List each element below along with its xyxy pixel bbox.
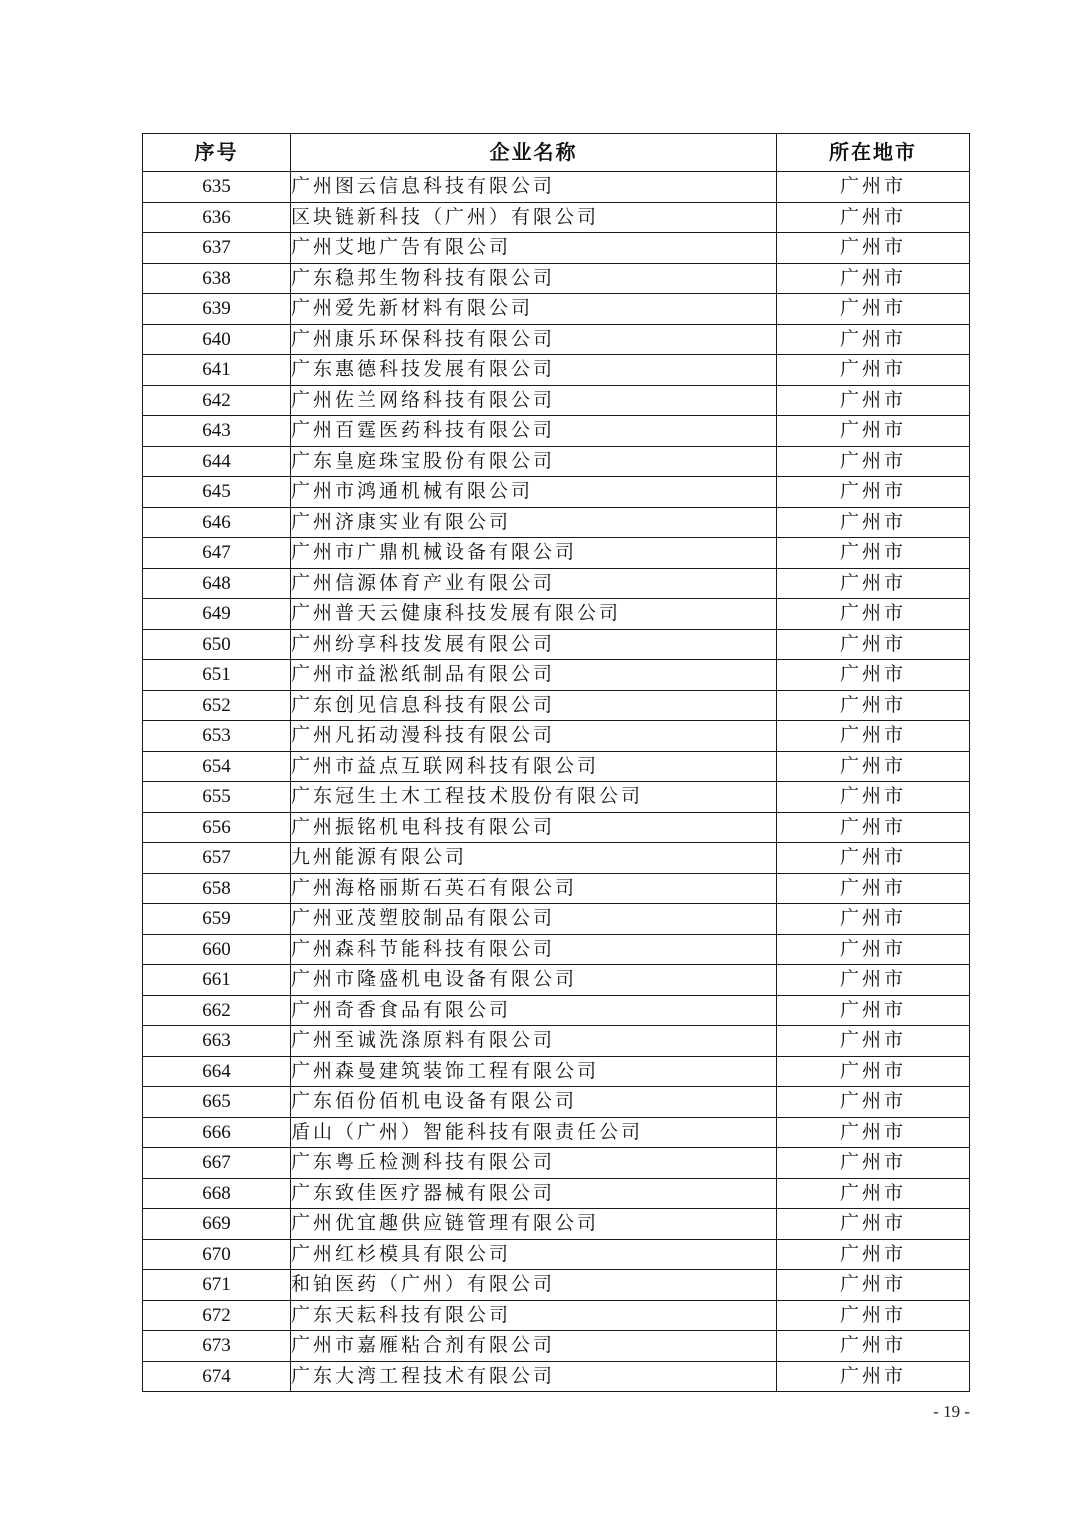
table-row: [143, 965, 970, 996]
page-number: - 19 -: [933, 1402, 970, 1421]
table-row: [143, 1178, 970, 1209]
table-row: [143, 812, 970, 843]
company-city: 广州市: [777, 477, 970, 508]
company-name: 广州图云信息科技有限公司: [291, 172, 777, 203]
company-city: 广州市: [777, 385, 970, 416]
company-name: 区块链新科技（广州）有限公司: [291, 202, 777, 233]
row-number: 648: [143, 568, 291, 599]
company-city: 广州市: [777, 1026, 970, 1057]
table-row: [143, 477, 970, 508]
table-row: [143, 294, 970, 325]
company-name: 和铂医药（广州）有限公司: [291, 1270, 777, 1301]
table-body: [143, 172, 970, 1392]
row-number: 660: [143, 934, 291, 965]
table-row: [143, 1361, 970, 1392]
table-row: [143, 873, 970, 904]
table-row: [143, 202, 970, 233]
table-row: [143, 233, 970, 264]
table-header-row: [143, 134, 970, 172]
company-city: 广州市: [777, 629, 970, 660]
row-number: 664: [143, 1056, 291, 1087]
company-name: 广州市益点互联网科技有限公司: [291, 751, 777, 782]
row-number: 671: [143, 1270, 291, 1301]
table-row: [143, 934, 970, 965]
table-row: [143, 660, 970, 691]
row-number: 639: [143, 294, 291, 325]
table-row: [143, 1239, 970, 1270]
company-name: 九州能源有限公司: [291, 843, 777, 874]
row-number: 658: [143, 873, 291, 904]
row-number: 673: [143, 1331, 291, 1362]
row-number: 661: [143, 965, 291, 996]
table-row: [143, 1117, 970, 1148]
company-city: 广州市: [777, 1270, 970, 1301]
company-city: 广州市: [777, 934, 970, 965]
company-city: 广州市: [777, 1148, 970, 1179]
company-name: 广东佰份佰机电设备有限公司: [291, 1087, 777, 1118]
row-number: 641: [143, 355, 291, 386]
company-name: 广州红杉模具有限公司: [291, 1239, 777, 1270]
row-number: 656: [143, 812, 291, 843]
table-row: [143, 355, 970, 386]
row-number: 644: [143, 446, 291, 477]
row-number: 669: [143, 1209, 291, 1240]
company-name: 广州市广鼎机械设备有限公司: [291, 538, 777, 569]
row-number: 636: [143, 202, 291, 233]
company-name: 广州优宜趣供应链管理有限公司: [291, 1209, 777, 1240]
company-city: 广州市: [777, 507, 970, 538]
row-number: 649: [143, 599, 291, 630]
row-number: 672: [143, 1300, 291, 1331]
company-name: 广州信源体育产业有限公司: [291, 568, 777, 599]
company-name: 广州凡拓动漫科技有限公司: [291, 721, 777, 752]
row-number: 638: [143, 263, 291, 294]
table-row: [143, 629, 970, 660]
row-number: 653: [143, 721, 291, 752]
header-company-name: 企业名称: [291, 134, 777, 172]
table-row: [143, 995, 970, 1026]
company-name: 广州至诚洗涤原料有限公司: [291, 1026, 777, 1057]
company-city: 广州市: [777, 751, 970, 782]
company-city: 广州市: [777, 446, 970, 477]
table-row: [143, 568, 970, 599]
company-city: 广州市: [777, 263, 970, 294]
company-city: 广州市: [777, 782, 970, 813]
company-name: 广州市益淞纸制品有限公司: [291, 660, 777, 691]
company-name: 广州爱先新材料有限公司: [291, 294, 777, 325]
row-number: 663: [143, 1026, 291, 1057]
table-row: [143, 843, 970, 874]
row-number: 647: [143, 538, 291, 569]
company-city: 广州市: [777, 416, 970, 447]
row-number: 655: [143, 782, 291, 813]
company-name: 广州百霆医药科技有限公司: [291, 416, 777, 447]
row-number: 642: [143, 385, 291, 416]
company-name: 广东天耘科技有限公司: [291, 1300, 777, 1331]
company-name: 广州市隆盛机电设备有限公司: [291, 965, 777, 996]
table-row: [143, 1300, 970, 1331]
company-city: 广州市: [777, 355, 970, 386]
company-city: 广州市: [777, 324, 970, 355]
table-row: [143, 324, 970, 355]
table-row: [143, 1270, 970, 1301]
table-row: [143, 721, 970, 752]
company-list-table: [142, 133, 970, 1392]
company-city: 广州市: [777, 568, 970, 599]
company-city: 广州市: [777, 1361, 970, 1392]
company-city: 广州市: [777, 1239, 970, 1270]
table-row: [143, 385, 970, 416]
company-name: 广州艾地广告有限公司: [291, 233, 777, 264]
company-name: 广东皇庭珠宝股份有限公司: [291, 446, 777, 477]
company-name: 广州纷享科技发展有限公司: [291, 629, 777, 660]
header-city: 所在地市: [777, 134, 970, 172]
table-row: [143, 904, 970, 935]
company-name: 广东惠德科技发展有限公司: [291, 355, 777, 386]
company-city: 广州市: [777, 904, 970, 935]
company-city: 广州市: [777, 660, 970, 691]
company-city: 广州市: [777, 812, 970, 843]
company-city: 广州市: [777, 202, 970, 233]
table-row: [143, 1148, 970, 1179]
company-city: 广州市: [777, 599, 970, 630]
row-number: 666: [143, 1117, 291, 1148]
company-name: 广东创见信息科技有限公司: [291, 690, 777, 721]
row-number: 652: [143, 690, 291, 721]
company-name: 广州森曼建筑装饰工程有限公司: [291, 1056, 777, 1087]
row-number: 662: [143, 995, 291, 1026]
company-name: 广州市嘉雁粘合剂有限公司: [291, 1331, 777, 1362]
company-city: 广州市: [777, 1087, 970, 1118]
company-name: 广州奇香食品有限公司: [291, 995, 777, 1026]
table-row: [143, 446, 970, 477]
company-name: 广东稳邦生物科技有限公司: [291, 263, 777, 294]
company-city: 广州市: [777, 1117, 970, 1148]
company-city: 广州市: [777, 1056, 970, 1087]
company-name: 广州海格丽斯石英石有限公司: [291, 873, 777, 904]
row-number: 674: [143, 1361, 291, 1392]
company-city: 广州市: [777, 1331, 970, 1362]
row-number: 650: [143, 629, 291, 660]
company-name: 广州普天云健康科技发展有限公司: [291, 599, 777, 630]
company-city: 广州市: [777, 690, 970, 721]
row-number: 643: [143, 416, 291, 447]
table-row: [143, 1026, 970, 1057]
company-city: 广州市: [777, 538, 970, 569]
row-number: 667: [143, 1148, 291, 1179]
table-row: [143, 416, 970, 447]
row-number: 640: [143, 324, 291, 355]
company-name: 广州康乐环保科技有限公司: [291, 324, 777, 355]
company-name: 广东致佳医疗器械有限公司: [291, 1178, 777, 1209]
row-number: 651: [143, 660, 291, 691]
table-row: [143, 263, 970, 294]
company-city: 广州市: [777, 1209, 970, 1240]
table-row: [143, 538, 970, 569]
company-city: 广州市: [777, 233, 970, 264]
company-city: 广州市: [777, 721, 970, 752]
row-number: 637: [143, 233, 291, 264]
company-city: 广州市: [777, 172, 970, 203]
table-row: [143, 1209, 970, 1240]
row-number: 659: [143, 904, 291, 935]
company-name: 广州佐兰网络科技有限公司: [291, 385, 777, 416]
header-number: 序号: [143, 134, 291, 172]
company-city: 广州市: [777, 294, 970, 325]
company-city: 广州市: [777, 965, 970, 996]
row-number: 646: [143, 507, 291, 538]
table-row: [143, 599, 970, 630]
company-city: 广州市: [777, 1178, 970, 1209]
company-name: 盾山（广州）智能科技有限责任公司: [291, 1117, 777, 1148]
company-name: 广东粤丘检测科技有限公司: [291, 1148, 777, 1179]
table-row: [143, 507, 970, 538]
row-number: 657: [143, 843, 291, 874]
company-name: 广州森科节能科技有限公司: [291, 934, 777, 965]
company-city: 广州市: [777, 1300, 970, 1331]
row-number: 645: [143, 477, 291, 508]
row-number: 670: [143, 1239, 291, 1270]
company-name: 广州亚茂塑胶制品有限公司: [291, 904, 777, 935]
company-name: 广东大湾工程技术有限公司: [291, 1361, 777, 1392]
company-name: 广州振铭机电科技有限公司: [291, 812, 777, 843]
table-row: [143, 782, 970, 813]
company-name: 广州济康实业有限公司: [291, 507, 777, 538]
table-row: [143, 751, 970, 782]
table-row: [143, 172, 970, 203]
table-row: [143, 1087, 970, 1118]
company-city: 广州市: [777, 843, 970, 874]
table-row: [143, 690, 970, 721]
row-number: 654: [143, 751, 291, 782]
company-name: 广州市鸿通机械有限公司: [291, 477, 777, 508]
company-name: 广东冠生土木工程技术股份有限公司: [291, 782, 777, 813]
row-number: 635: [143, 172, 291, 203]
table-row: [143, 1331, 970, 1362]
company-city: 广州市: [777, 995, 970, 1026]
table-row: [143, 1056, 970, 1087]
row-number: 668: [143, 1178, 291, 1209]
company-city: 广州市: [777, 873, 970, 904]
row-number: 665: [143, 1087, 291, 1118]
